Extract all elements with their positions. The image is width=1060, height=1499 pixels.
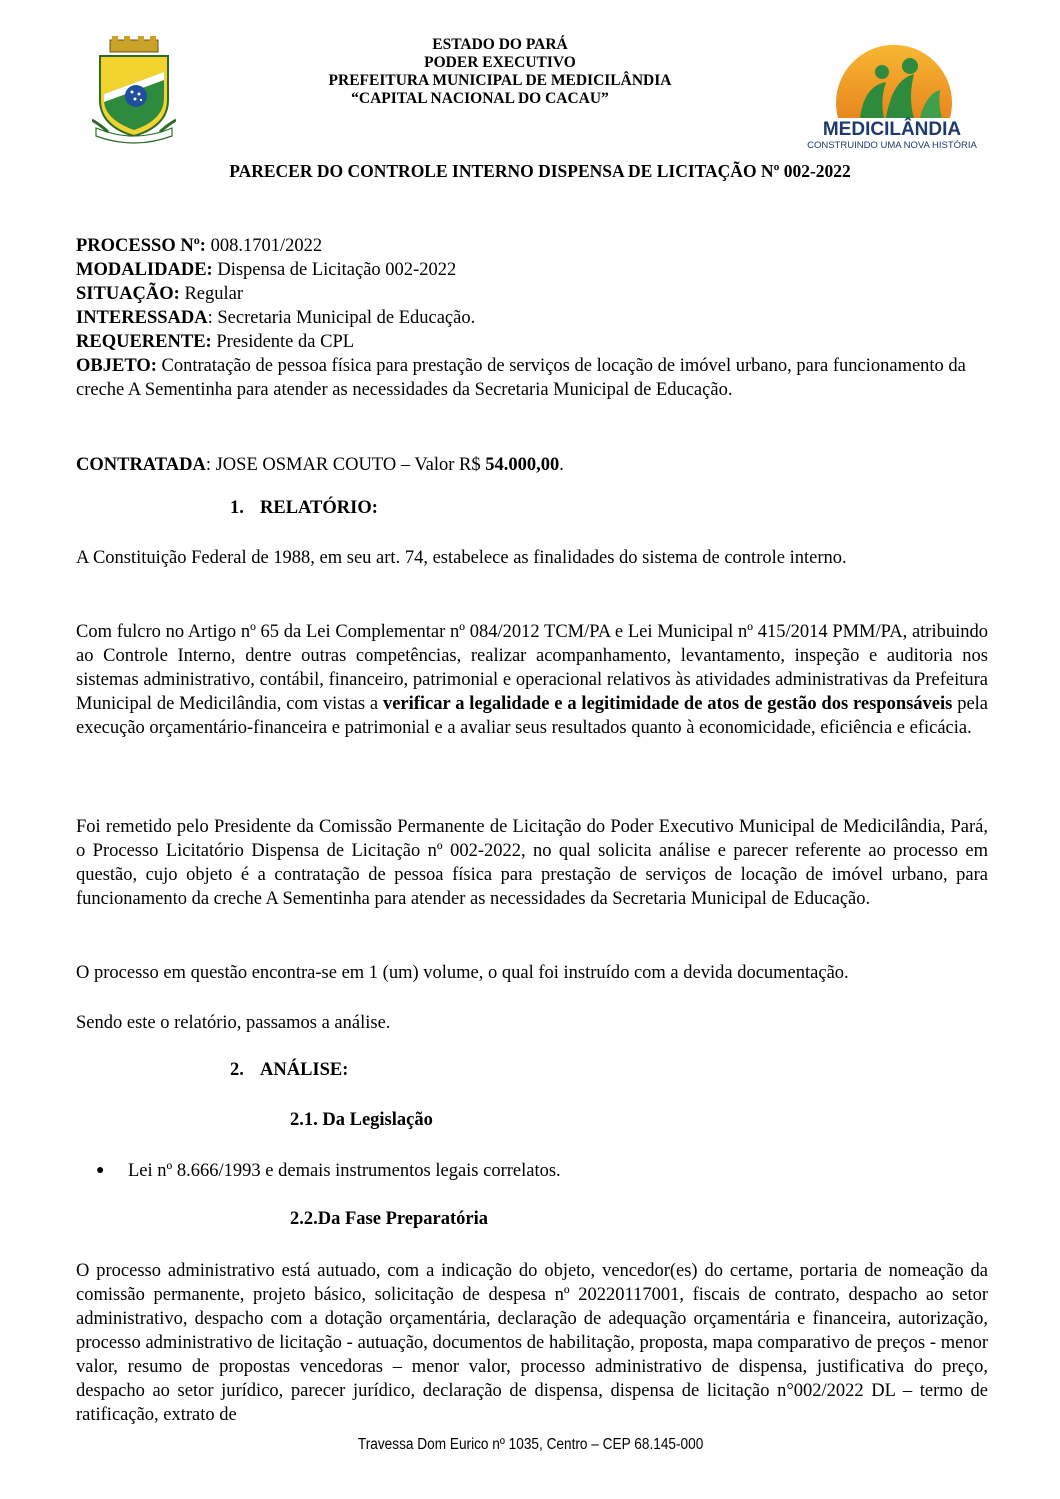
section-1-heading [230,498,378,519]
field-interessada [76,306,988,330]
section-1-p2c: pela execução orçamentário-financeira e patrimonial e a avaliar seus resultados quanto à economicidade, eficiência e eficácia. [76,694,989,738]
list-item [96,1161,561,1182]
bullet-icon: ● [96,1163,105,1178]
field-requerente-label: REQUERENTE: [76,332,212,352]
section-1-p2a: Com fulcro no Artigo nº 65 da Lei Complementar nº 084/2012 TCM/PA e Lei Municipal nº 415/2014 PMM/PA, atribuindo ao Controle Interno, dentre outras competências, realizar acompanhamento, levantamento, inspeção e auditoria nos sistemas administrativo, contábil, financeiro, patrimonial e operacional relativos às atividades administrativas da Prefeitura Municipal de Medicilândia, com vistas a [76,622,988,714]
header-branch: PODER EXECUTIVO [424,54,576,71]
field-objeto [76,354,988,402]
legislation-item: Lei nº 8.666/1993 e demais instrumentos legais correlatos. [128,1161,561,1181]
medicilandia-logo-icon [790,28,995,154]
letterhead [260,36,740,108]
header-motto: “CAPITAL NACIONAL DO CACAU” [351,90,609,107]
section-1-p3: Foi remetido pelo Presidente da Comissão Permanente de Licitação do Poder Executivo Municipal de Medicilândia, Pará, o Processo Licitatório Dispensa de Licitação nº 002-2022, no qual solicita análise e parecer referente ao processo em questão, cujo objeto é a contratação de pessoa física para prestação de serviços de locação de imóvel urbano, para funcionamento da creche A Sementinha para atender as necessidades da Secretaria Municipal de Educação. [76,817,988,909]
field-requerente-value: Presidente da CPL [211,332,355,352]
process-fields [76,234,988,402]
field-situacao-value: Regular [179,284,244,304]
paragraph-remittance [76,815,988,911]
field-situacao [76,282,988,306]
field-modalidade-value: Dispensa de Licitação 002-2022 [212,260,457,280]
header-municipality: PREFEITURA MUNICIPAL DE MEDICILÂNDIA [328,72,672,89]
section-2-heading [230,1060,348,1081]
section-1-p4: O processo em questão encontra-se em 1 (um) volume, o qual foi instruído com a devida documentação. [76,963,849,983]
section-1-p2 [76,620,988,740]
field-objeto-value: Contratação de pessoa física para prestação de serviços de locação de imóvel urbano, para funcionamento da creche A Sementinha para atender as necessidades da Secretaria Municipal de Educação. [76,356,966,400]
field-processo [76,234,988,258]
field-processo-label: PROCESSO Nº: [76,236,206,256]
section-1-p2b: verificar a legalidade e a legitimidade de atos de gestão dos responsáveis [382,694,953,714]
section-1-p5: Sendo este o relatório, passamos a análise. [76,1013,391,1033]
field-requerente [76,330,988,354]
logo-name: MEDICILÂNDIA [822,119,962,140]
field-objeto-label: OBJETO: [76,356,157,376]
field-modalidade [76,258,988,282]
paragraph-closing [76,1011,988,1035]
section-2-number: 2. [230,1060,244,1080]
section-2-p1: O processo administrativo está autuado, com a indicação do objeto, vencedor(es) do certame, portaria de nomeação da comissão permanente, projeto básico, solicitação de despesa nº 20220117001, fiscais de contrato, despacho ao setor administrativo, despacho com a dotação orçamentária, declaração de adequação orçamentária e financeira, autorização, processo administrativo de licitação - autuação, documentos de habilitação, proposta, mapa comparativo de preços - menor valor, resumo de propostas vencedoras – menor valor, processo administrativo de dispensa, justificativa do preço, despacho ao setor jurídico, parecer jurídico, declaração de dispensa, dispensa de licitação n°002/2022 DL – termo de ratificação, extrato de [76,1261,988,1425]
field-processo-value: 008.1701/2022 [205,236,323,256]
paragraph-volume [76,961,988,985]
section-2-title: ANÁLISE: [260,1060,349,1080]
field-contratada-label: CONTRATADA [76,455,206,475]
paragraph-competences [76,620,988,740]
paragraph-preparatory [76,1259,988,1427]
paragraph-constitution [76,546,988,570]
field-contratada-value: : JOSE OSMAR COUTO – Valor R$ [205,455,486,475]
document-title: PARECER DO CONTROLE INTERNO DISPENSA DE LICITAÇÃO Nº 002-2022 [229,161,851,181]
section-1-title: RELATÓRIO: [260,498,378,518]
subsection-legislation: 2.1. Da Legislação [290,1110,433,1130]
field-interessada-label: INTERESSADA [76,308,208,328]
field-interessada-value: : Secretaria Municipal de Educação. [207,308,476,328]
section-1-p1: A Constituição Federal de 1988, em seu art. 74, estabelece as finalidades do sistema de controle interno. [76,548,847,568]
field-situacao-label: SITUAÇÃO: [76,284,180,304]
section-1-number: 1. [230,498,244,518]
municipal-crest-icon [92,36,176,148]
field-modalidade-label: MODALIDADE: [76,260,213,280]
field-contratada-end: . [559,455,564,475]
field-contratada-amount: 54.000,00 [485,455,560,475]
footer-address: Travessa Dom Eurico nº 1035, Centro – CEP 68.145-000 [357,1436,704,1453]
field-contratada [76,453,988,477]
subsection-preparatory: 2.2.Da Fase Preparatória [290,1209,488,1229]
logo-tagline: CONSTRUINDO UMA NOVA HISTÓRIA [807,140,977,151]
header-state: ESTADO DO PARÁ [432,36,568,53]
